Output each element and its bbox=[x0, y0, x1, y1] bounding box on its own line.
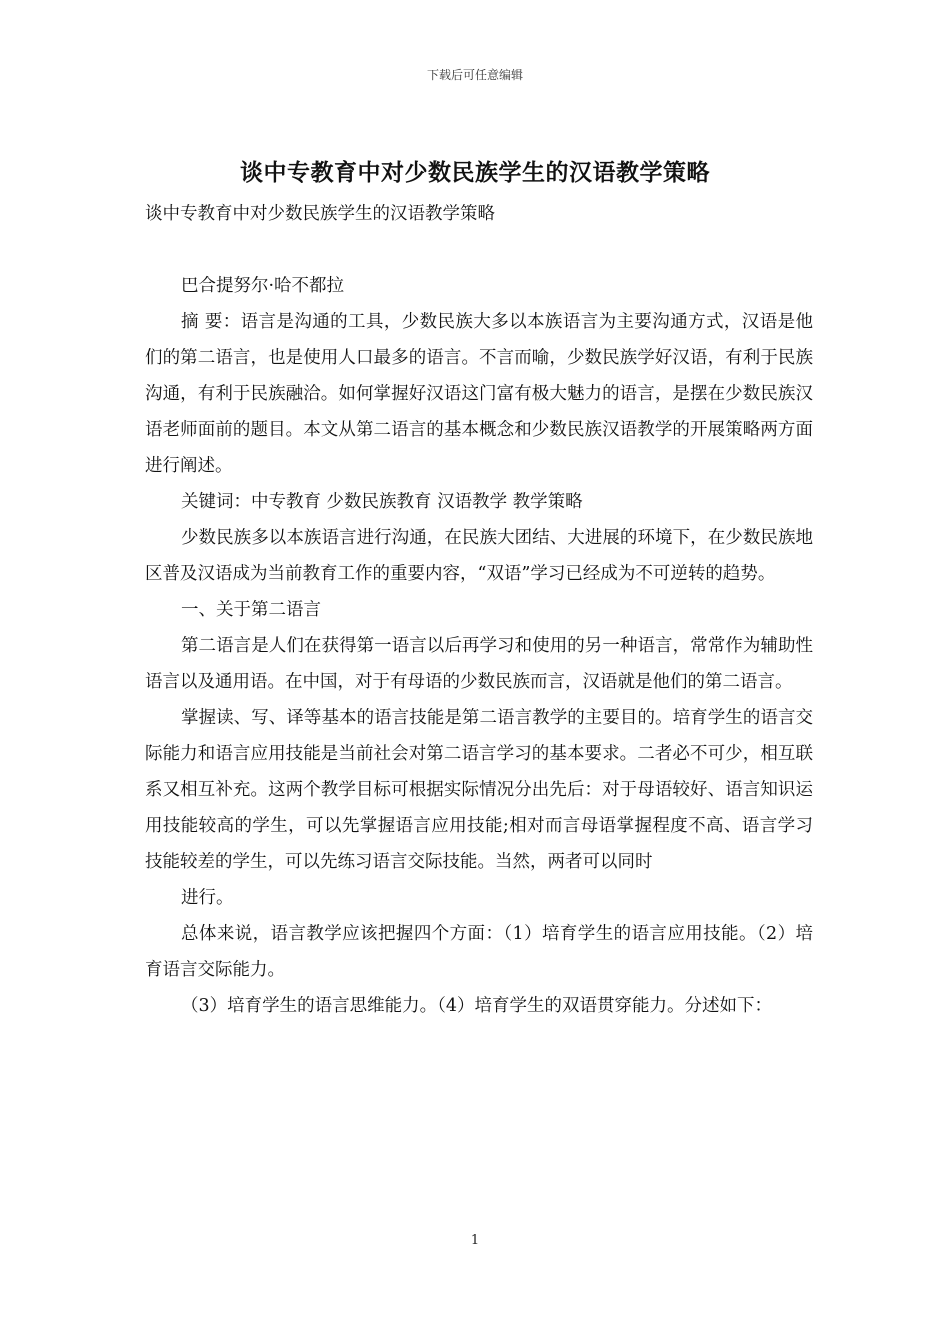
keywords: 关键词：中专教育 少数民族教育 汉语教学 教学策略 bbox=[181, 492, 583, 512]
second-language-paragraph: 第二语言是人们在获得第一语言以后再学习和使用的另一种语言，常常作为辅助性语言以及通用语。在中国，对于有母语的少数民族而言，汉语就是他们的第二语言。 bbox=[145, 636, 813, 692]
intro-paragraph: 少数民族多以本族语言进行沟通，在民族大团结、大进展的环境下，在少数民族地区普及汉语成为当前教育工作的重要内容，“双语”学习已经成为不可逆转的趋势。 bbox=[145, 528, 813, 584]
aspects-continued-paragraph: （3）培育学生的语言思维能力。（4）培育学生的双语贯穿能力。分述如下： bbox=[181, 996, 773, 1016]
page-number: 1 bbox=[470, 1233, 480, 1248]
proceed-paragraph: 进行。 bbox=[181, 888, 234, 908]
author: 巴合提努尔·哈不都拉 bbox=[181, 276, 345, 296]
section-heading: 一、关于第二语言 bbox=[181, 600, 321, 620]
document-body bbox=[145, 196, 813, 1024]
four-aspects-paragraph: 总体来说，语言教学应该把握四个方面：（1）培育学生的语言应用技能。（2）培育语言交际能力。 bbox=[145, 924, 813, 980]
subtitle: 谈中专教育中对少数民族学生的汉语教学策略 bbox=[145, 204, 495, 224]
header-note: 下载后可任意编辑 bbox=[426, 68, 523, 82]
document-title: 谈中专教育中对少数民族学生的汉语教学策略 bbox=[240, 159, 710, 186]
teaching-goals-paragraph: 掌握读、写、译等基本的语言技能是第二语言教学的主要目的。培育学生的语言交际能力和语言应用技能是当前社会对第二语言学习的基本要求。二者必不可少，相互联系又相互补充。这两个教学目标可根据实际情况分出先后：对于母语较好、语言知识运用技能较高的学生，可以先掌握语言应用技能;相对而言母语掌握程度不高、语言学习技能较差的学生，可以先练习语言交际技能。当然，两者可以同时 bbox=[145, 708, 813, 872]
abstract-paragraph: 摘 要：语言是沟通的工具，少数民族大多以本族语言为主要沟通方式，汉语是他们的第二语言，也是使用人口最多的语言。不言而喻，少数民族学好汉语，有利于民族沟通，有利于民族融洽。如何掌握好汉语这门富有极大魅力的语言，是摆在少数民族汉语老师面前的题目。本文从第二语言的基本概念和少数民族汉语教学的开展策略两方面进行阐述。 bbox=[145, 312, 813, 476]
